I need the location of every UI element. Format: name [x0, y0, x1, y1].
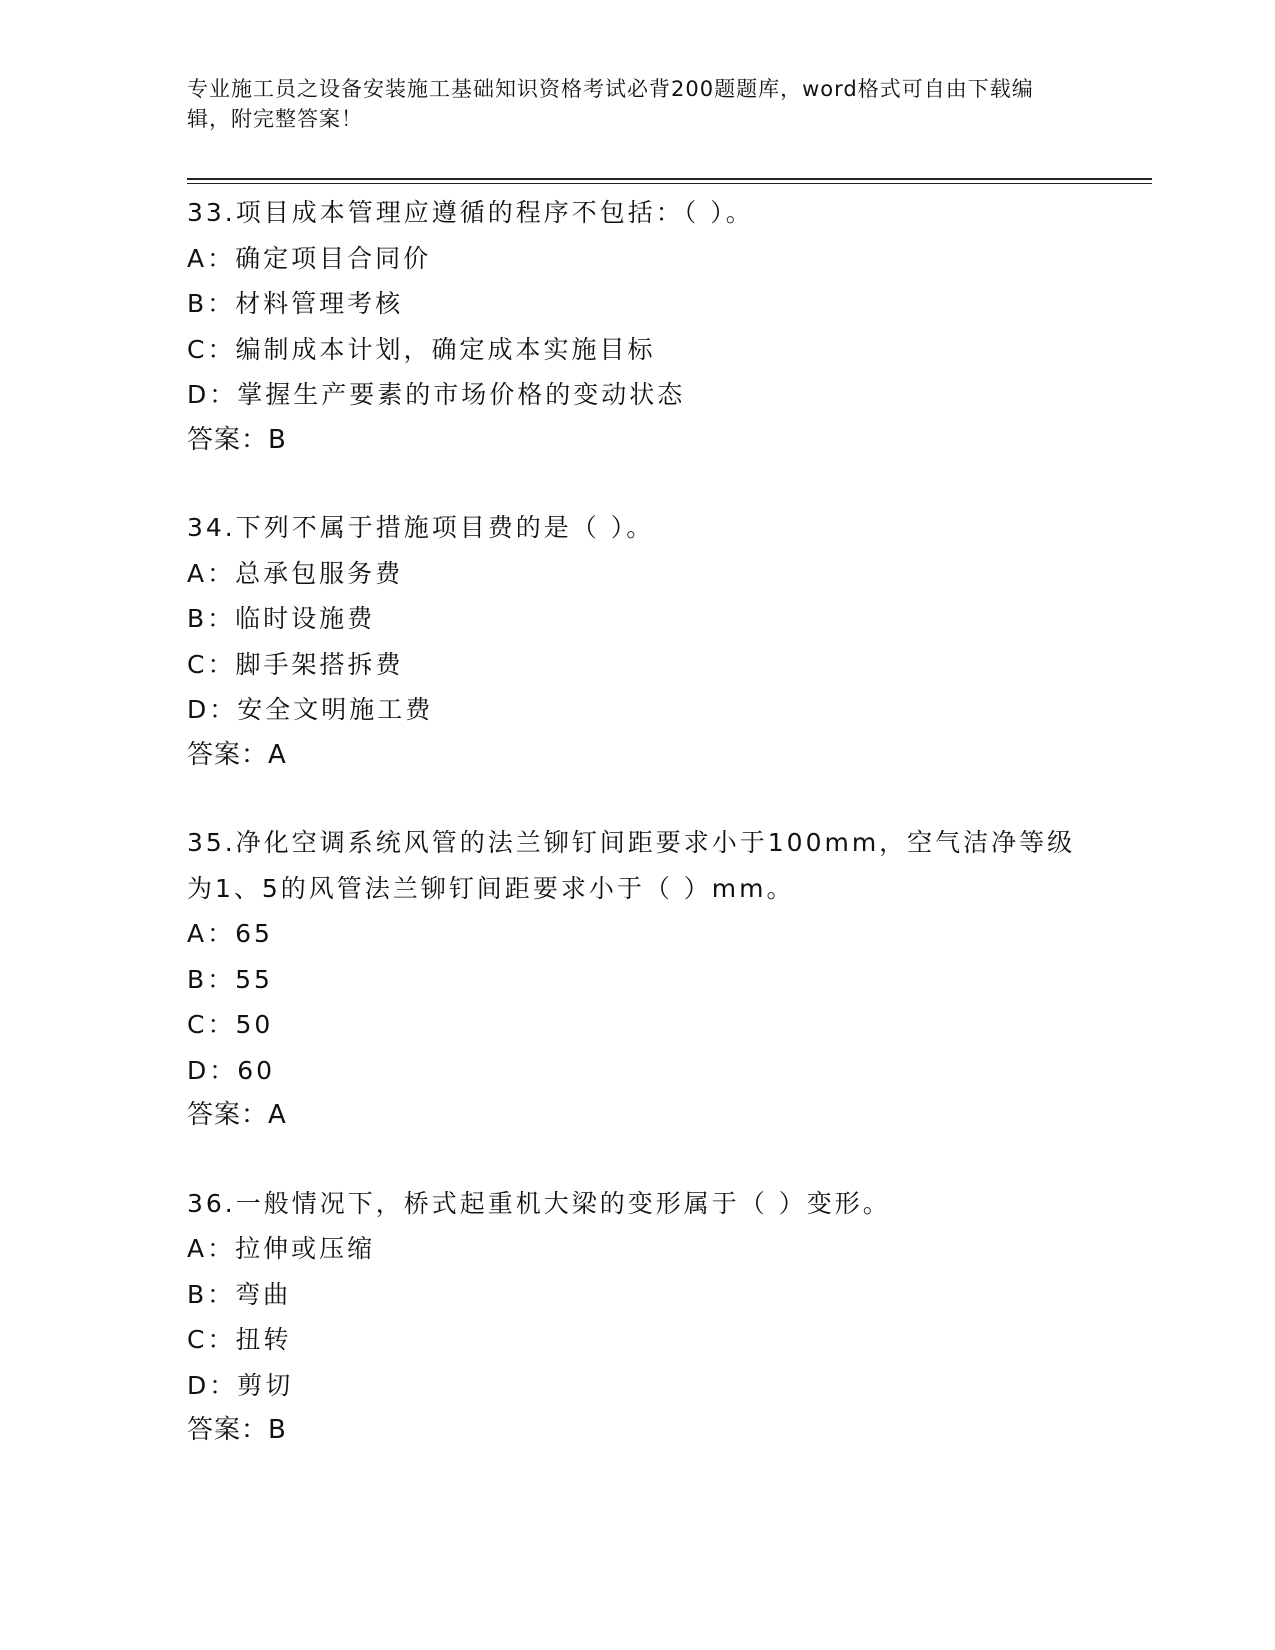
option-d: D：60 [187, 1055, 276, 1085]
answer-label: 答案：B [187, 424, 287, 455]
option-d: D：安全文明施工费 [187, 695, 434, 724]
option-c: C：编制成本计划，确定成本实施目标 [187, 334, 656, 364]
option-d: D：剪切 [187, 1370, 294, 1400]
question-34 [187, 505, 1087, 778]
option-a: A：总承包服务费 [187, 558, 404, 588]
option-a: A：拉伸或压缩 [187, 1234, 376, 1263]
question-36 [187, 1181, 1087, 1454]
question-stem-line-1: 35.净化空调系统风管的法兰铆钉间距要求小于100mm，空气洁净等级 [187, 828, 1076, 857]
option-b: B：55 [187, 964, 273, 994]
answer-label: 答案：A [187, 739, 287, 770]
option-b: B：临时设施费 [187, 604, 376, 633]
option-b: B：材料管理考核 [187, 289, 404, 318]
option-a: A：确定项目合同价 [187, 243, 432, 273]
question-list [187, 190, 1087, 1496]
option-a: A：65 [187, 919, 273, 948]
option-b: B：弯曲 [187, 1279, 292, 1309]
answer-label: 答案：A [187, 1100, 287, 1130]
header-divider-thin [187, 183, 1152, 184]
question-stem: 34.下列不属于措施项目费的是（ ）。 [187, 513, 655, 542]
document-title: 专业施工员之设备安装施工基础知识资格考试必背200题题库，word格式可自由下载编辑，附完整答案！ [187, 77, 1034, 131]
question-33 [187, 190, 1087, 463]
document-header [187, 74, 1067, 134]
option-c: C：脚手架搭拆费 [187, 649, 404, 679]
question-stem-line-2: 为1、5的风管法兰铆钉间距要求小于（ ）mm。 [187, 873, 795, 903]
answer-label: 答案：B [187, 1415, 287, 1445]
question-35 [187, 820, 1087, 1139]
option-c: C：50 [187, 1010, 274, 1039]
question-stem: 36.一般情况下，桥式起重机大梁的变形属于（ ）变形。 [187, 1188, 891, 1218]
question-stem: 33.项目成本管理应遵循的程序不包括：（ ）。 [187, 198, 754, 227]
header-divider-thick [187, 178, 1152, 180]
option-d: D：掌握生产要素的市场价格的变动状态 [187, 380, 686, 409]
option-c: C：扭转 [187, 1325, 292, 1354]
